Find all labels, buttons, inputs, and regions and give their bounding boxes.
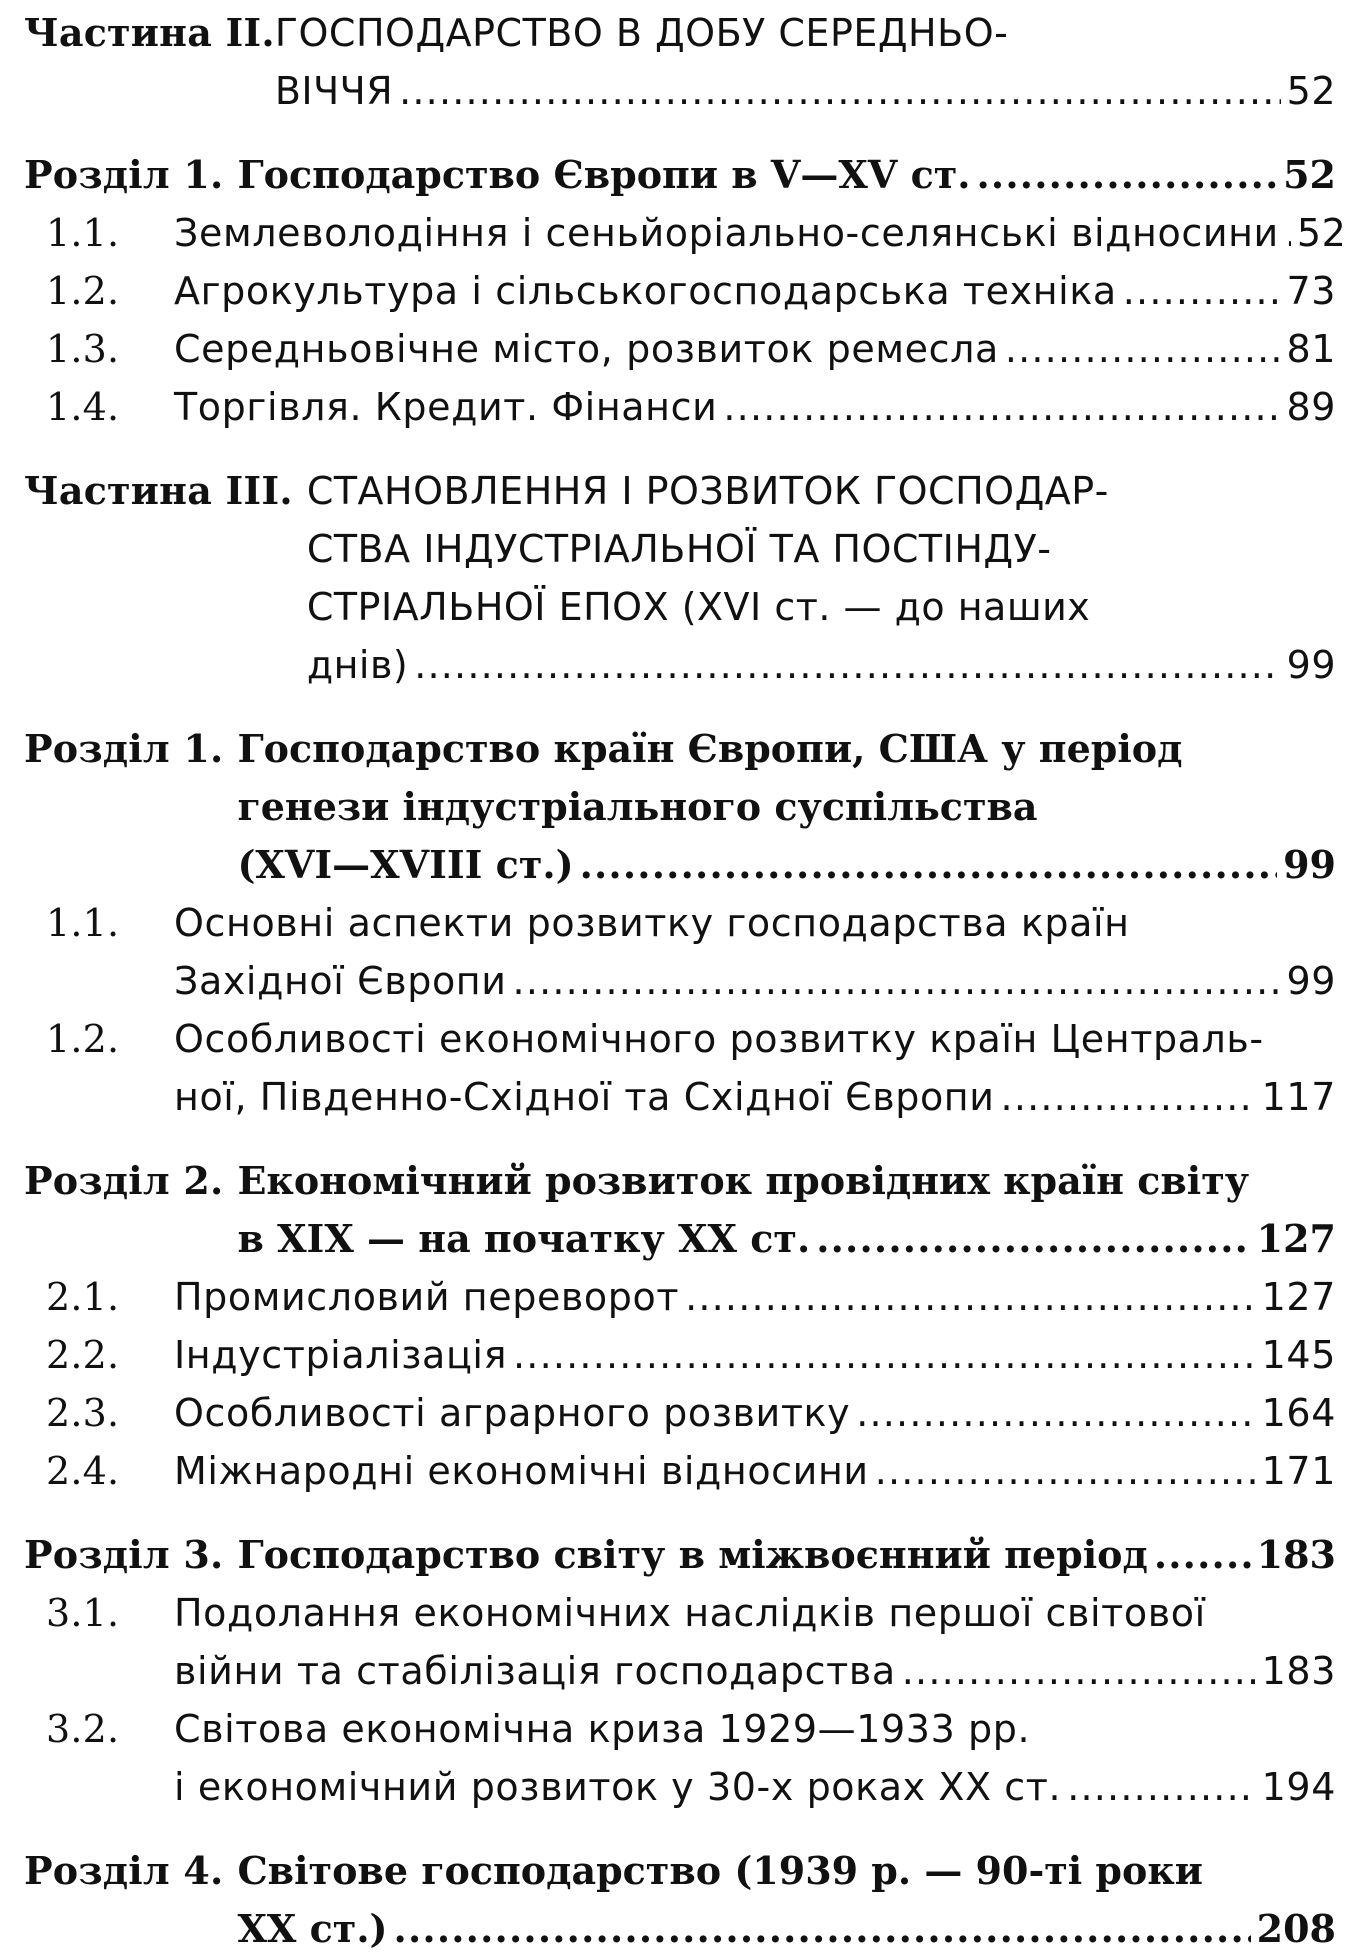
toc-title-line: Особливості економічного розвитку країн Централь- — [174, 1017, 1264, 1061]
toc-page-number: 81 — [1286, 327, 1336, 371]
toc-page-number: 99 — [1283, 842, 1336, 887]
leader-dots — [685, 1268, 1256, 1326]
toc-title-line: ної, Південно-Східної та Східної Європи — [174, 1075, 995, 1119]
toc-page-number: 89 — [1286, 385, 1336, 429]
leader-dots — [513, 952, 1281, 1010]
toc-page-number: 52 — [1286, 69, 1336, 113]
toc-title-line: XX ст.) — [237, 1906, 388, 1951]
toc-title-line: Міжнародні економічні відносини — [174, 1449, 869, 1493]
toc-title-line: Промисловий переворот — [174, 1275, 680, 1319]
toc-title-line: і економічний розвиток у 30-х роках XX ст. — [174, 1765, 1062, 1809]
toc-title-line: (XVI—XVIII ст.) — [237, 842, 574, 887]
toc-section-number: 1.3. — [46, 327, 120, 371]
toc-page-number: 117 — [1261, 1075, 1336, 1119]
leader-dots — [1067, 1758, 1255, 1816]
toc-chapter[interactable] — [24, 1842, 1336, 1958]
toc-section[interactable] — [24, 1268, 1336, 1326]
toc-page-number: 171 — [1261, 1449, 1336, 1493]
toc-page-number: 99 — [1286, 643, 1336, 687]
toc-section-number: 1.4. — [46, 385, 120, 429]
toc-title-line: Особливості аграрного розвитку — [174, 1391, 851, 1435]
toc-title-line: Світове господарство (1939 р. — 90-ті роки — [237, 1848, 1203, 1893]
toc-title-line: Індустріалізація — [174, 1333, 508, 1377]
toc-part-2[interactable] — [24, 4, 1336, 120]
toc-section[interactable] — [24, 1442, 1336, 1500]
leader-dots — [1123, 262, 1281, 320]
toc-title-line: Землеволодіння і сеньйоріально-селянські відносини — [174, 211, 1279, 255]
toc-section[interactable] — [24, 1700, 1336, 1816]
toc-title-line: Подолання економічних наслідків першої світової — [174, 1591, 1206, 1635]
leader-dots — [856, 1384, 1255, 1442]
table-of-contents — [24, 4, 1347, 1958]
toc-section-number: 1.2. — [46, 1017, 120, 1061]
toc-title-line: Агрокультура і сільськогосподарська техніка — [174, 269, 1117, 313]
toc-section[interactable] — [24, 1384, 1336, 1442]
toc-title-line: СТАНОВЛЕННЯ І РОЗВИТОК ГОСПОДАР- — [306, 469, 1109, 513]
toc-title-line: Господарство країн Європи, США у період — [237, 726, 1183, 771]
leader-dots — [1001, 1068, 1256, 1126]
toc-chapter[interactable] — [24, 146, 1336, 204]
leader-dots — [513, 1326, 1256, 1384]
toc-page-number: 73 — [1286, 269, 1336, 313]
toc-title-line: днів) — [306, 643, 409, 687]
leader-dots — [1005, 320, 1281, 378]
toc-section[interactable] — [24, 204, 1347, 262]
toc-section[interactable] — [24, 1584, 1336, 1700]
toc-page-number: 208 — [1256, 1906, 1336, 1951]
toc-page-number: 127 — [1256, 1216, 1336, 1261]
leader-dots — [414, 636, 1280, 694]
toc-section-number: 3.2. — [46, 1707, 120, 1751]
toc-section-number: 2.3. — [46, 1391, 120, 1435]
toc-section[interactable] — [24, 894, 1336, 1010]
toc-title-line: Господарство Європи в V—XV ст. — [237, 152, 971, 197]
toc-section-number: 1.1. — [46, 901, 120, 945]
leader-dots — [816, 1210, 1250, 1268]
leader-dots — [1154, 1526, 1251, 1584]
toc-section[interactable] — [24, 320, 1336, 378]
leader-dots — [399, 62, 1281, 120]
leader-dots — [580, 836, 1278, 894]
toc-page-number: 99 — [1286, 959, 1336, 1003]
toc-chapter-label: Розділ 1. — [24, 152, 224, 197]
toc-page-number: 164 — [1261, 1391, 1336, 1435]
toc-section-number: 3.1. — [46, 1591, 120, 1635]
toc-section[interactable] — [24, 378, 1336, 436]
toc-title-line: СТРІАЛЬНОЇ ЕПОХ (XVI ст. — до наших — [306, 585, 1091, 629]
toc-title-line: Основні аспекти розвитку господарства країн — [174, 901, 1130, 945]
toc-page-number: 183 — [1256, 1532, 1336, 1577]
toc-section[interactable] — [24, 262, 1336, 320]
toc-section[interactable] — [24, 1326, 1336, 1384]
toc-page-number: 127 — [1261, 1275, 1336, 1319]
leader-dots — [902, 1642, 1256, 1700]
toc-page-number: 52 — [1296, 211, 1347, 255]
toc-chapter[interactable] — [24, 1526, 1336, 1584]
toc-page-number: 52 — [1283, 152, 1336, 197]
toc-section[interactable] — [24, 1010, 1336, 1126]
toc-chapter-label: Розділ 2. — [24, 1158, 224, 1203]
toc-part-label: Частина III. — [24, 468, 293, 513]
toc-title-line: ГОСПОДАРСТВО В ДОБУ СЕРЕДНЬО- — [274, 11, 1009, 55]
leader-dots — [875, 1442, 1256, 1500]
toc-section-number: 2.2. — [46, 1333, 120, 1377]
toc-title-line: Господарство світу в міжвоєнний період — [237, 1532, 1148, 1577]
toc-part-3[interactable] — [24, 462, 1336, 694]
leader-dots — [977, 146, 1278, 204]
toc-title-line: в XIX — на початку XX ст. — [237, 1216, 811, 1261]
toc-chapter-label: Розділ 1. — [24, 726, 224, 771]
toc-title-line: Торгівля. Кредит. Фінанси — [174, 385, 718, 429]
toc-title-line: Середньовічне місто, розвиток ремесла — [174, 327, 999, 371]
toc-title-line: ВІЧЧЯ — [274, 69, 394, 113]
toc-chapter-label: Розділ 4. — [24, 1848, 224, 1893]
toc-title-line: генези індустріального суспільства — [237, 784, 1038, 829]
toc-title-line: Світова економічна криза 1929—1933 рр. — [174, 1707, 1031, 1751]
leader-dots — [723, 378, 1280, 436]
toc-chapter[interactable] — [24, 720, 1336, 894]
toc-page-number: 194 — [1261, 1765, 1336, 1809]
leader-dots — [394, 1900, 1251, 1958]
toc-title-line: СТВА ІНДУСТРІАЛЬНОЇ ТА ПОСТІНДУ- — [306, 527, 1052, 571]
toc-section-number: 1.2. — [46, 269, 120, 313]
toc-section-number: 2.1. — [46, 1275, 120, 1319]
toc-part-label: Частина II. — [24, 10, 275, 55]
toc-section-number: 2.4. — [46, 1449, 120, 1493]
leader-dots — [1285, 204, 1291, 262]
toc-page-number: 145 — [1261, 1333, 1336, 1377]
toc-section-number: 1.1. — [46, 211, 120, 255]
toc-page-number: 183 — [1261, 1649, 1336, 1693]
toc-title-line: Економічний розвиток провідних країн світу — [237, 1158, 1250, 1203]
toc-title-line: Західної Європи — [174, 959, 507, 1003]
toc-title-line: війни та стабілізація господарства — [174, 1649, 896, 1693]
toc-chapter-label: Розділ 3. — [24, 1532, 224, 1577]
toc-chapter[interactable] — [24, 1152, 1336, 1268]
